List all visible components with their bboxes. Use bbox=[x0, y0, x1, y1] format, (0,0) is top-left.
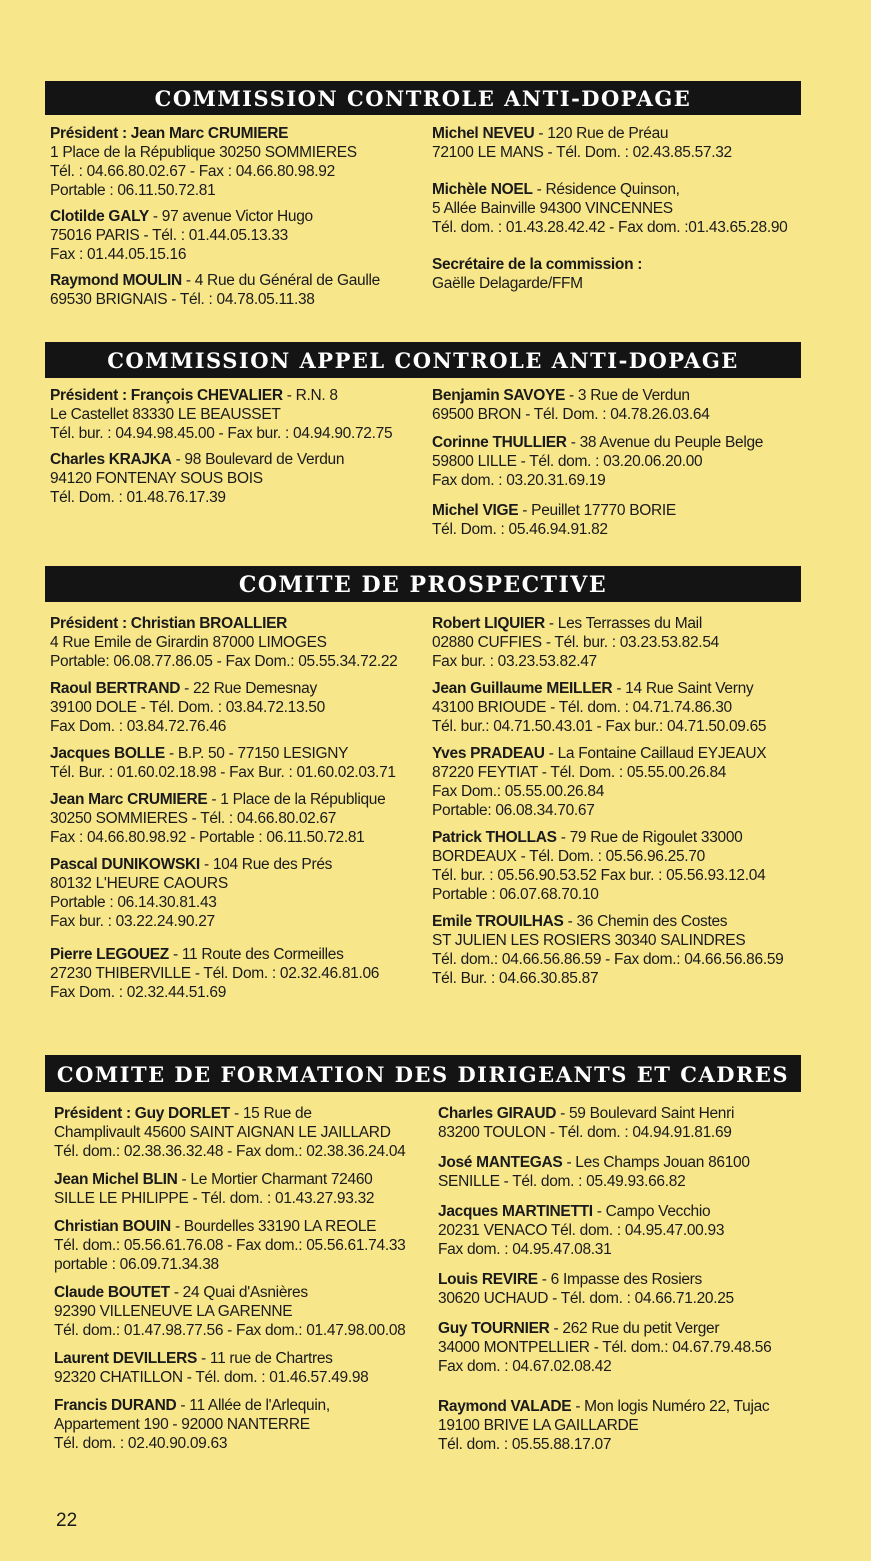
contact-entry: Jean Michel BLIN - Le Mortier Charmant 72460 SILLE LE PHILIPPE - Tél. dom. : 01.43.27.93.32 bbox=[54, 1171, 375, 1207]
contact-name: Michel VIGE bbox=[432, 502, 519, 519]
contact-entry: Jean Marc CRUMIERE - 1 Place de la République 30250 SOMMIERES - Tél. : 04.66.80.02.67 Fax : 04.66.80.98.92 - Portable : 06.11.50.72.81 bbox=[50, 791, 386, 846]
contact-name: Pascal DUNIKOWSKI bbox=[50, 856, 200, 873]
contact-name: José MANTEGAS bbox=[438, 1154, 563, 1171]
contact-entry: Michel VIGE - Peuillet 17770 BORIE Tél. Dom. : 05.46.94.91.82 bbox=[432, 502, 676, 538]
contact-entry: Yves PRADEAU - La Fontaine Caillaud EYJEAUX 87220 FEYTIAT - Tél. Dom. : 05.55.00.26.84 Fax Dom.: 05.55.00.26.84 Portable: 06.08.34.70.67 bbox=[432, 745, 767, 819]
contact-entry: Louis REVIRE - 6 Impasse des Rosiers 30620 UCHAUD - Tél. dom. : 04.66.71.20.25 bbox=[438, 1271, 734, 1307]
contact-entry: Robert LIQUIER - Les Terrasses du Mail 02880 CUFFIES - Tél. bur. : 03.23.53.82.54 Fax bur. : 03.23.53.82.47 bbox=[432, 615, 719, 670]
section-banner: COMITE DE PROSPECTIVE bbox=[45, 566, 801, 602]
contact-name: Raymond MOULIN bbox=[50, 272, 182, 289]
contact-entry: Patrick THOLLAS - 79 Rue de Rigoulet 33000 BORDEAUX - Tél. Dom. : 05.56.96.25.70 Tél. bur. : 05.56.90.53.52 Fax bur. : 05.56.93.12.04 Portable : 06.07.68.70.10 bbox=[432, 829, 766, 903]
contact-name: Pierre LEGOUEZ bbox=[50, 946, 169, 963]
contact-name: Charles KRAJKA bbox=[50, 451, 172, 468]
contact-entry: Jacques MARTINETTI - Campo Vecchio 20231 VENACO Tél. dom. : 04.95.47.00.93 Fax dom. : 04.95.47.08.31 bbox=[438, 1203, 725, 1258]
contact-name: Emile TROUILHAS bbox=[432, 913, 564, 930]
contact-entry: Pascal DUNIKOWSKI - 104 Rue des Prés 80132 L'HEURE CAOURS Portable : 06.14.30.81.43 Fax bur. : 03.22.24.90.27 bbox=[50, 856, 333, 930]
contact-name: Christian BOUIN bbox=[54, 1218, 171, 1235]
contact-name: Francis DURAND bbox=[54, 1397, 177, 1414]
contact-name: Louis REVIRE bbox=[438, 1271, 538, 1288]
right-column bbox=[438, 1104, 771, 1454]
contact-name: Claude BOUTET bbox=[54, 1284, 170, 1301]
contact-entry: Emile TROUILHAS - 36 Chemin des Costes ST JULIEN LES ROSIERS 30340 SALINDRES Tél. dom.: 04.66.56.86.59 - Fax dom.: 04.66.56.86.59 Tél. Bur. : 04.66.30.85.87 bbox=[432, 913, 784, 987]
contact-entry: José MANTEGAS - Les Champs Jouan 86100 SENILLE - Tél. dom. : 05.49.93.66.82 bbox=[438, 1154, 750, 1190]
contact-name: Raymond VALADE bbox=[438, 1398, 572, 1415]
contact-entry: Christian BOUIN - Bourdelles 33190 LA REOLE Tél. dom.: 05.56.61.76.08 - Fax dom.: 05.56.61.74.33 portable : 06.09.71.34.38 bbox=[54, 1218, 406, 1273]
contact-entry: Michèle NOEL - Résidence Quinson, 5 Allée Bainville 94300 VINCENNES Tél. dom. : 01.43.28.42.42 - Fax dom. :01.43.65.28.90 bbox=[432, 181, 788, 236]
contact-name: Charles GIRAUD bbox=[438, 1105, 557, 1122]
section-banner: COMMISSION CONTROLE ANTI-DOPAGE bbox=[45, 81, 801, 115]
contact-entry: Charles KRAJKA - 98 Boulevard de Verdun 94120 FONTENAY SOUS BOIS Tél. Dom. : 01.48.76.17.39 bbox=[50, 451, 345, 506]
contact-name: Jean Marc CRUMIERE bbox=[50, 791, 208, 808]
contact-name: Yves PRADEAU bbox=[432, 745, 545, 762]
contact-name: Guy TOURNIER bbox=[438, 1320, 550, 1337]
contact-name: Jacques BOLLE bbox=[50, 745, 165, 762]
contact-entry: Clotilde GALY - 97 avenue Victor Hugo 75016 PARIS - Tél. : 01.44.05.13.33 Fax : 01.44.05.15.16 bbox=[50, 208, 313, 263]
contact-name: Michèle NOEL bbox=[432, 181, 533, 198]
contact-entry: Jean Guillaume MEILLER - 14 Rue Saint Verny 43100 BRIOUDE - Tél. dom. : 04.71.74.86.30 Tél. bur.: 04.71.50.43.01 - Fax bur.: 04.71.50.09.65 bbox=[432, 680, 767, 735]
contact-name: Président : Christian BROALLIER bbox=[50, 615, 288, 632]
contact-entry: Président : Guy DORLET - 15 Rue de Champlivault 45600 SAINT AIGNAN LE JAILLARD Tél. dom.: 02.38.36.32.48 - Fax dom.: 02.38.36.24.04 bbox=[54, 1105, 406, 1160]
contact-name: Secrétaire de la commission : bbox=[432, 256, 643, 273]
contact-name: Président : Guy DORLET bbox=[54, 1105, 230, 1122]
contact-entry: Raymond MOULIN - 4 Rue du Général de Gaulle 69530 BRIGNAIS - Tél. : 04.78.05.11.38 bbox=[50, 272, 380, 308]
section-banner: COMITE DE FORMATION DES DIRIGEANTS ET CADRES bbox=[45, 1055, 801, 1092]
right-column bbox=[432, 124, 787, 293]
contact-entry: Guy TOURNIER - 262 Rue du petit Verger 34000 MONTPELLIER - Tél. dom.: 04.67.79.48.56 Fax dom. : 04.67.02.08.42 bbox=[438, 1320, 772, 1375]
contact-entry: Raoul BERTRAND - 22 Rue Demesnay 39100 DOLE - Tél. Dom. : 03.84.72.13.50 Fax Dom. : 03.84.72.76.46 bbox=[50, 680, 325, 735]
contact-name: Raoul BERTRAND bbox=[50, 680, 181, 697]
contact-name: Clotilde GALY bbox=[50, 208, 149, 225]
contact-entry: Michel NEVEU - 120 Rue de Préau 72100 LE MANS - Tél. Dom. : 02.43.85.57.32 bbox=[432, 125, 732, 161]
right-column bbox=[432, 614, 783, 988]
contact-entry: Francis DURAND - 11 Allée de l'Arlequin, Appartement 190 - 92000 NANTERRE Tél. dom. : 02.40.90.09.63 bbox=[54, 1397, 330, 1452]
contact-name: Jean Guillaume MEILLER bbox=[432, 680, 613, 697]
contact-entry: Charles GIRAUD - 59 Boulevard Saint Henri 83200 TOULON - Tél. dom. : 04.94.91.81.69 bbox=[438, 1105, 735, 1141]
contact-entry: Raymond VALADE - Mon logis Numéro 22, Tujac 19100 BRIVE LA GAILLARDE Tél. dom. : 05.55.88.17.07 bbox=[438, 1398, 770, 1453]
contact-entry: Jacques BOLLE - B.P. 50 - 77150 LESIGNY Tél. Bur. : 01.60.02.18.98 - Fax Bur. : 01.60.02.03.71 bbox=[50, 745, 396, 781]
contact-name: Corinne THULLIER bbox=[432, 434, 567, 451]
contact-entry: Président : François CHEVALIER - R.N. 8 Le Castellet 83330 LE BEAUSSET Tél. bur. : 04.94.98.45.00 - Fax bur. : 04.94.90.72.75 bbox=[50, 387, 393, 442]
page-number: 22 bbox=[56, 1510, 78, 1531]
left-column bbox=[50, 614, 397, 1002]
contact-entry: Benjamin SAVOYE - 3 Rue de Verdun 69500 BRON - Tél. Dom. : 04.78.26.03.64 bbox=[432, 387, 710, 423]
section-banner: COMMISSION APPEL CONTROLE ANTI-DOPAGE bbox=[45, 342, 801, 378]
left-column bbox=[50, 386, 392, 507]
contact-entry: Pierre LEGOUEZ - 11 Route des Cormeilles 27230 THIBERVILLE - Tél. Dom. : 02.32.46.81.06 Fax Dom. : 02.32.44.51.69 bbox=[50, 946, 380, 1001]
contact-name: Robert LIQUIER bbox=[432, 615, 545, 632]
contact-name: Benjamin SAVOYE bbox=[432, 387, 566, 404]
contact-name: Jean Michel BLIN bbox=[54, 1171, 178, 1188]
right-column bbox=[432, 386, 763, 539]
contact-name: Patrick THOLLAS bbox=[432, 829, 557, 846]
contact-name: Jacques MARTINETTI bbox=[438, 1203, 593, 1220]
contact-entry: Président : Jean Marc CRUMIERE 1 Place de la République 30250 SOMMIERES Tél. : 04.66.80.02.67 - Fax : 04.66.80.98.92 Portable : 06.11.50.72.81 bbox=[50, 125, 357, 199]
contact-entry: Président : Christian BROALLIER 4 Rue Emile de Girardin 87000 LIMOGES Portable: 06.08.77.86.05 - Fax Dom.: 05.55.34.72.22 bbox=[50, 615, 398, 670]
contact-name: Michel NEVEU bbox=[432, 125, 535, 142]
contact-name: Président : François CHEVALIER bbox=[50, 387, 283, 404]
contact-name: Laurent DEVILLERS bbox=[54, 1350, 198, 1367]
left-column bbox=[54, 1104, 405, 1453]
contact-entry: Claude BOUTET - 24 Quai d'Asnières 92390 VILLENEUVE LA GARENNE Tél. dom.: 01.47.98.77.56 - Fax dom.: 01.47.98.00.08 bbox=[54, 1284, 406, 1339]
left-column bbox=[50, 124, 380, 309]
contact-entry: Laurent DEVILLERS - 11 rue de Chartres 92320 CHATILLON - Tél. dom. : 01.46.57.49.98 bbox=[54, 1350, 369, 1386]
contact-entry: Secrétaire de la commission : Gaëlle Delagarde/FFM bbox=[432, 256, 643, 292]
contact-name: Président : Jean Marc CRUMIERE bbox=[50, 125, 289, 142]
contact-entry: Corinne THULLIER - 38 Avenue du Peuple Belge 59800 LILLE - Tél. dom. : 03.20.06.20.00 Fax dom. : 03.20.31.69.19 bbox=[432, 434, 764, 489]
